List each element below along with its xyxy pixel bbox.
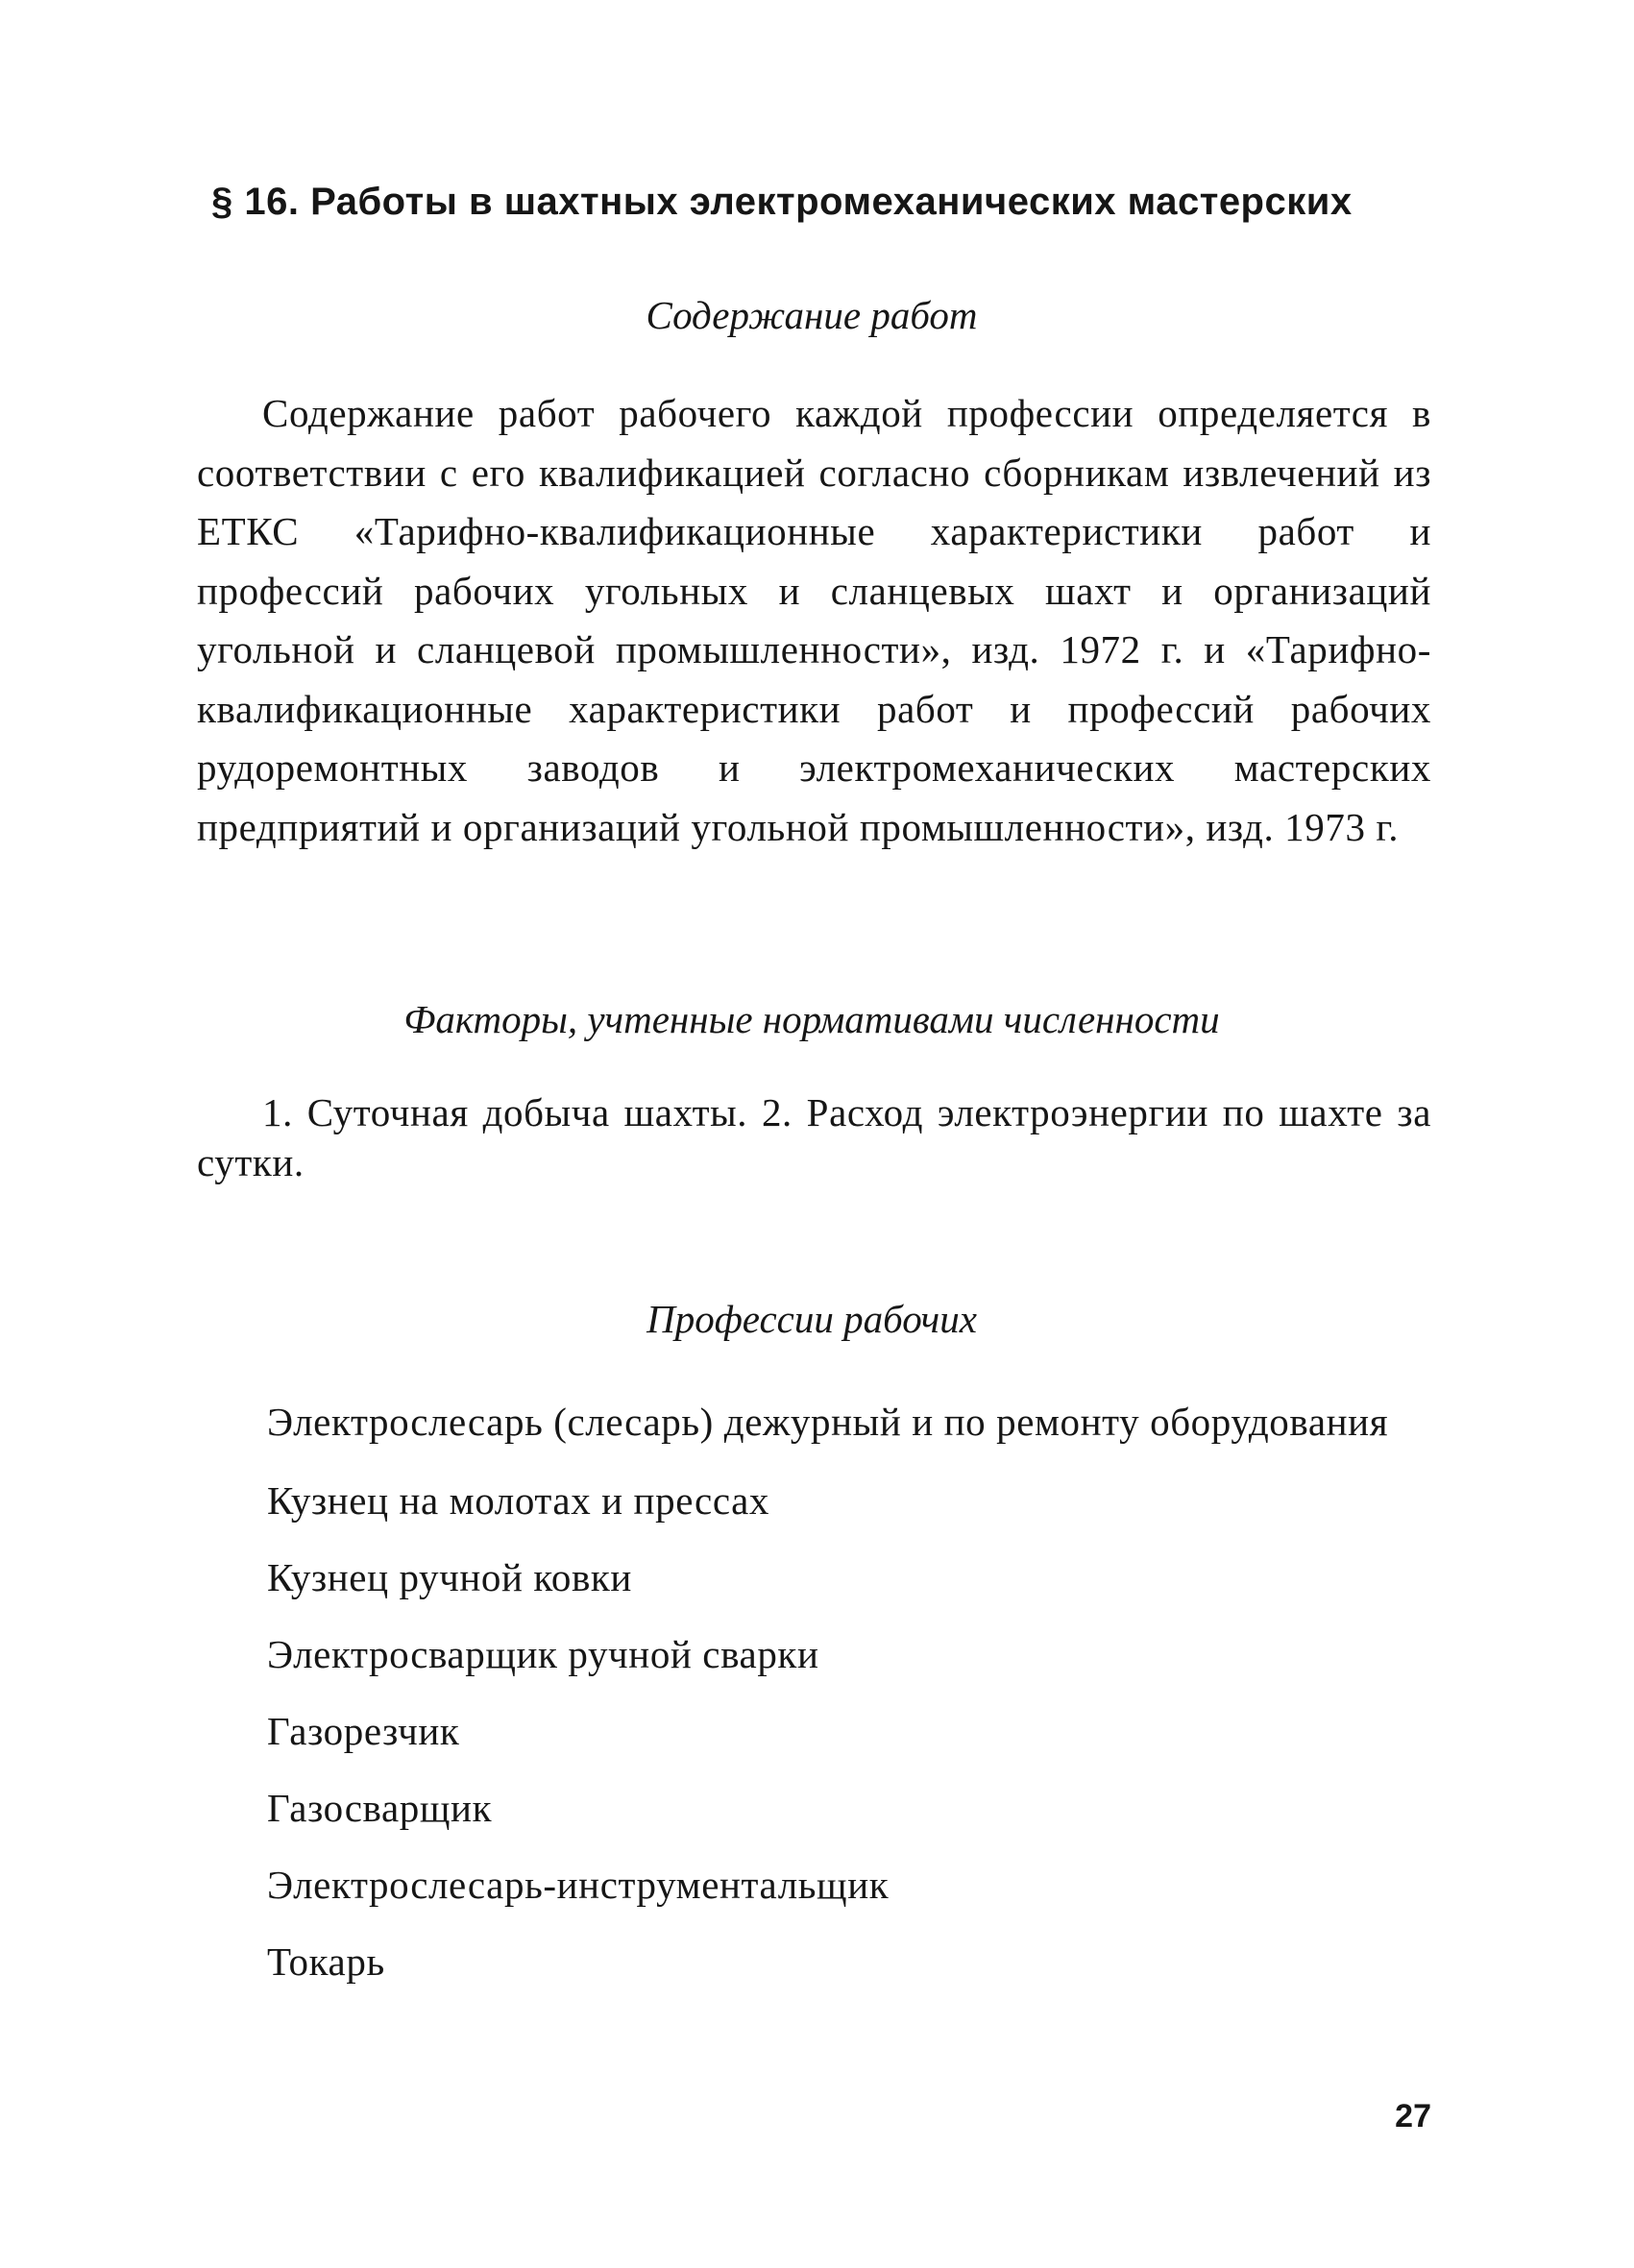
profession-item: Газорезчик [267,1709,460,1753]
factors-subheading: Факторы, учтенные нормативами численности [403,997,1220,1041]
content-subheading: Содержание работ [646,293,978,337]
profession-item: Электрослесарь (слесарь) дежурный и по ремонту оборудования [267,1400,1389,1444]
content-paragraph: Содержание работ рабочего каждой профессии определяется в соответствии с его квалификацией согласно сборникам извлечений из ЕТКС «Тарифно-квалификационные характеристики работ и профессий рабочих угольных и сланцевых шахт и организаций угольной и сланцевой промышленности», изд. 1972 г. и «Тарифно-квалификационные характеристики работ и профессий рабочих рудоремонтных заводов и электромеханических мастерских предприятий и организаций угольной промышленности», изд. 1973 г. [197,391,1431,849]
factors-paragraph: 1. Суточная добыча шахты. 2. Расход электроэнергии по шахте за сутки. [197,1090,1431,1184]
professions-subheading: Профессии рабочих [646,1297,977,1341]
profession-item: Электрослесарь-инструментальщик [267,1863,890,1907]
profession-item: Кузнец на молотах и прессах [267,1478,770,1523]
profession-item: Электросварщик ручной сварки [267,1632,819,1676]
profession-item: Кузнец ручной ковки [267,1555,632,1599]
section-heading: § 16. Работы в шахтных электромеханических мастерских [211,181,1353,223]
professions-list [197,1398,1431,2014]
page-number: 27 [1395,2098,1431,2134]
profession-item: Токарь [267,1939,385,1984]
profession-item: Газосварщик [267,1786,493,1830]
